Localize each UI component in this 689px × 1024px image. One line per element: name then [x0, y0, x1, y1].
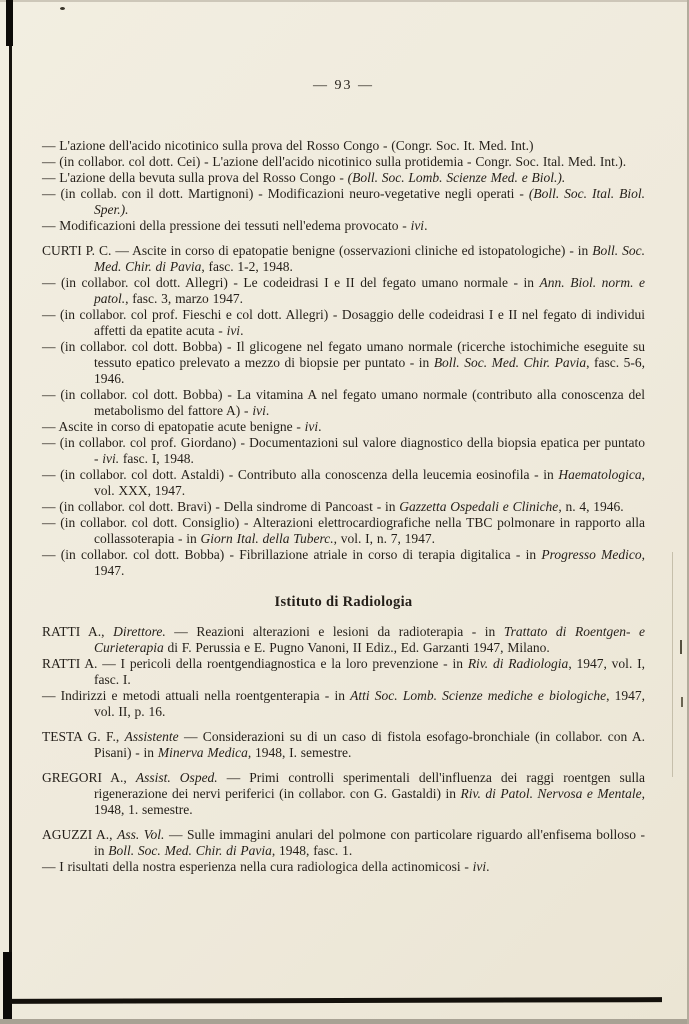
bibliography-entry	[42, 138, 645, 154]
entry-text: — (in collabor. col dott. Bravi) - Della sindrome di Pancoast - in	[42, 499, 400, 514]
scan-edge-bottom	[0, 1019, 689, 1024]
entry-text: — (in collabor. col dott. Bobba) - La vitamina A nel fegato umano normale (contributo alla conoscenza del metabolismo del fattore A) -	[42, 387, 645, 418]
entry-text: — Indirizzi e metodi attuali nella roentgenterapia - in	[42, 688, 351, 703]
entry-text: , 1948, fasc. 1.	[271, 843, 353, 858]
entry-text: — (in collabor. col dott. Astaldi) - Contributo alla conoscenza della leucemia eosinofila - in	[42, 467, 559, 482]
bibliography-entry	[42, 859, 645, 875]
italic-title-text: Boll. Soc. Med. Chir. di Pavia	[108, 843, 272, 858]
scan-mark-left-bottom	[3, 952, 12, 1024]
italic-title-text: (Boll. Soc. Ital. Biol. Sper.).	[94, 186, 645, 217]
italic-title-text: Direttore.	[113, 624, 166, 639]
italic-title-text: Progresso Medico	[541, 547, 642, 562]
scan-tick-mark	[681, 697, 683, 707]
entry-text: , fasc. 5-6, 1946.	[94, 355, 645, 386]
italic-title-text: Assistente	[124, 729, 179, 744]
bibliography-entry	[42, 547, 645, 579]
entry-text: .	[265, 403, 270, 418]
entry-text: , 1948, I. semestre.	[247, 745, 352, 760]
entry-text: di F. Perussia e E. Pugno Vanoni, II Ediz., Ed. Garzanti 1947, Milano.	[163, 640, 550, 655]
entry-text: , 1948, 1. semestre.	[94, 786, 645, 817]
entry-text: , 1947.	[94, 547, 645, 578]
italic-title-text: Riv. di Patol. Nervosa e Mentale	[460, 786, 642, 801]
italic-title-text: Assist. Osped.	[135, 770, 218, 785]
italic-title-text: ivi	[226, 323, 241, 338]
bibliography-entry	[42, 770, 645, 818]
entry-text: — Reazioni alterazioni e lesioni da radioterapia - in	[165, 624, 504, 639]
bibliography-entry	[42, 218, 645, 234]
bibliography-entry	[42, 419, 645, 435]
bibliography-entry	[42, 515, 645, 547]
bibliography-entry	[42, 499, 645, 515]
scan-edge-left-line	[9, 0, 12, 1002]
entry-text: CURTI P. C. — Ascite in corso di epatopatie benigne (osservazioni cliniche ed istopatologiche) - in	[42, 243, 593, 258]
bibliography-entry	[42, 186, 645, 218]
bibliography-entry	[42, 729, 645, 761]
italic-title-text: ivi	[410, 218, 425, 233]
entry-text: — (in collabor. col dott. Consiglio) - Alterazioni elettrocardiografiche nella TBC polmonare in rapporto alla collassoterapia - in	[42, 515, 645, 546]
italic-title-text: (Boll. Soc. Lomb. Scienze Med. e Biol.).	[347, 170, 566, 185]
entry-text: fasc. I, 1948.	[119, 451, 194, 466]
italic-title-text: ivi	[304, 419, 319, 434]
bibliography-entry	[42, 387, 645, 419]
section-heading-radiologia: Istituto di Radiologia	[274, 594, 413, 610]
bibliography-list-radiologia	[42, 624, 645, 875]
entry-text: — (in collabor. col dott. Cei) - L'azione dell'acido nicotinico sulla protidemia - Congr. Soc. Ital. Med. Int.).	[42, 154, 627, 169]
entry-text: — (in collabor. col dott. Bobba) - Il glicogene nel fegato umano normale (ricerche istochimiche eseguite su tessuto epatico prelevato a mezzo di biopsie per puntato - in	[42, 339, 645, 370]
italic-title-text: Giorn Ital. della Tuberc.	[200, 531, 334, 546]
italic-title-text: ivi	[252, 403, 266, 418]
entry-text: — (in collabor. col dott. Bobba) - Fibrillazione atriale in corso di terapia digitalica - in	[42, 547, 542, 562]
italic-title-text: Boll. Soc. Med. Chir. di Pavia	[94, 243, 646, 274]
entry-text: , 1947, vol. II, p. 16.	[94, 688, 645, 719]
italic-title-text: Haematologica	[558, 467, 642, 482]
italic-title-text: Riv. di Radiologia	[467, 656, 569, 671]
scan-speck	[60, 7, 65, 10]
scan-tick-mark	[680, 640, 682, 654]
entry-text: GREGORI A.,	[42, 770, 136, 785]
entry-text: — Modificazioni della pressione dei tessuti nell'edema provocato -	[42, 218, 411, 233]
entry-text: , n. 4, 1946.	[558, 499, 624, 514]
entry-text: — (in collab. con il dott. Martignoni) - Modificazioni neuro-vegetative negli operati -	[42, 186, 529, 201]
entry-text: , vol. XXX, 1947.	[94, 467, 645, 498]
scan-mark-left-top	[6, 0, 13, 46]
entry-text: — Primi controlli sperimentali dell'influenza dei raggi roentgen sulla rigenerazione dei nervi periferici (in collabor. con G. Gastaldi) in	[94, 770, 646, 801]
italic-title-text: Trattato di Roentgen- e Curieterapia	[94, 624, 645, 655]
entry-text: , fasc. 3, marzo 1947.	[125, 291, 243, 306]
entry-text: RATTI A. — I pericoli della roentgendiagnostica e la loro prevenzione - in	[42, 656, 468, 671]
entry-text: — L'azione dell'acido nicotinico sulla prova del Rosso Congo - (Congr. Soc. It. Med. Int.)	[42, 138, 534, 153]
entry-text: — (in collabor. col prof. Giordano) - Documentazioni sul valore diagnostico della biopsia epatica per puntato -	[42, 435, 645, 466]
entry-text: — Considerazioni su di un caso di fistola esofago-bronchiale (in collabor. con A. Pisani) - in	[94, 729, 645, 760]
italic-title-text: Minerva Medica	[157, 745, 248, 760]
bibliography-entry	[42, 170, 645, 186]
italic-title-text: Boll. Soc. Med. Chir. Pavia	[433, 355, 587, 370]
bibliography-entry	[42, 624, 645, 656]
entry-text: .	[318, 419, 322, 434]
entry-text: , vol. I, n. 7, 1947.	[333, 531, 435, 546]
entry-text: — I risultati della nostra esperienza nella cura radiologica della actinomicosi -	[42, 859, 473, 874]
entry-text: TESTA G. F.,	[42, 729, 125, 744]
page-content	[42, 78, 645, 875]
italic-title-text: ivi.	[102, 451, 120, 466]
bibliography-entry	[42, 339, 645, 387]
bibliography-entry	[42, 435, 645, 467]
italic-title-text: ivi	[472, 859, 487, 874]
italic-title-text: Gazzetta Ospedali e Cliniche	[399, 499, 559, 514]
entry-text: — (in collabor. col dott. Allegri) - Le codeidrasi I e II del fegato umano normale - in	[42, 275, 540, 290]
entry-text: .	[486, 859, 490, 874]
entry-text: , 1947, vol. I, fasc. I.	[94, 656, 645, 687]
entry-text: .	[424, 218, 428, 233]
entry-text: — (in collabor. col prof. Fieschi e col dott. Allegri) - Dosaggio delle codeidrasi I e II nel fegato di individui affetti da epatite acuta -	[42, 307, 645, 338]
entry-text: AGUZZI A.,	[42, 827, 118, 842]
bibliography-entry	[42, 243, 645, 275]
scan-mark-bottom-line	[10, 997, 662, 1004]
entry-text: RATTI A.,	[42, 624, 114, 639]
bibliography-entry	[42, 656, 645, 688]
italic-title-text: Atti Soc. Lomb. Scienze mediche e biologiche	[350, 688, 607, 703]
entry-text: — L'azione della bevuta sulla prova del Rosso Congo -	[42, 170, 348, 185]
bibliography-entry	[42, 467, 645, 499]
entry-text: , fasc. 1-2, 1948.	[201, 259, 293, 274]
bibliography-entry	[42, 307, 645, 339]
scan-crease-right	[672, 552, 673, 777]
bibliography-list-medicina	[42, 138, 645, 579]
bibliography-entry	[42, 688, 645, 720]
italic-title-text: Ann. Biol. norm. e patol.	[94, 275, 645, 306]
entry-text: — Sulle immagini anulari del polmone con particolare riguardo all'enfisema bolloso - in	[94, 827, 646, 858]
entry-text: — Ascite in corso di epatopatie acute benigne -	[42, 419, 305, 434]
bibliography-entry	[42, 827, 645, 859]
bibliography-entry	[42, 154, 645, 170]
page-number: — 93 —	[313, 78, 374, 93]
bibliography-entry	[42, 275, 645, 307]
scan-edge-top	[0, 0, 689, 2]
entry-text: .	[240, 323, 244, 338]
italic-title-text: Ass. Vol.	[117, 827, 165, 842]
